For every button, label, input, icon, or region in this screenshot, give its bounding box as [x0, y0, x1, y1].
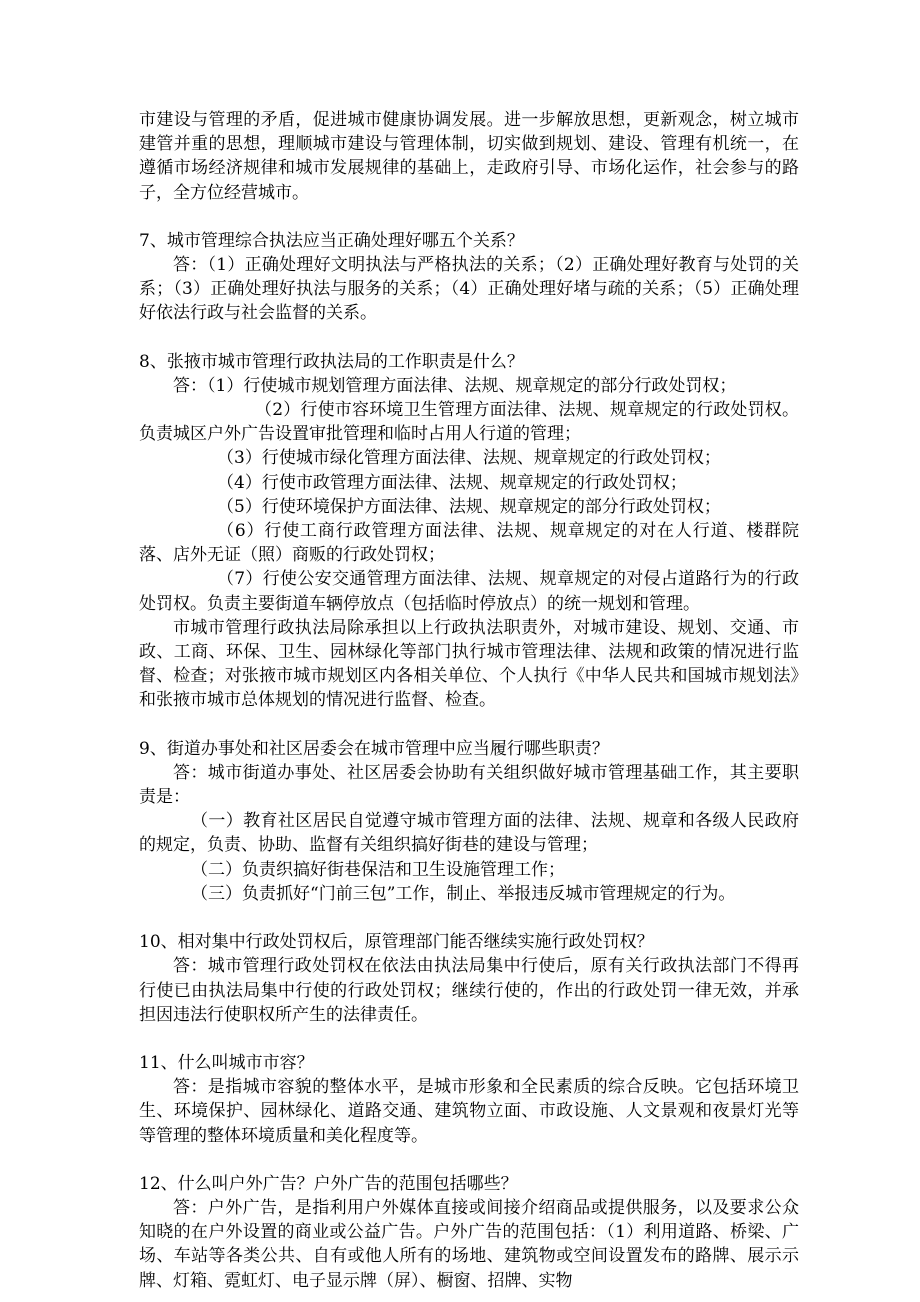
paragraph: 答：（1）行使城市规划管理方面法律、法规、规章规定的部分行政处罚权；: [173, 375, 737, 396]
paragraph: （7）行使公安交通管理方面法律、法规、规章规定的对侵占道路行为的行政处罚权。负责主要街道车辆停放点（包括临时停放点）的统一规划和管理。: [139, 569, 799, 614]
paragraph: （3）行使城市绿化管理方面法律、法规、规章规定的行政处罚权；: [217, 448, 721, 469]
paragraph: （5）行使环境保护方面法律、法规、规章规定的部分行政处罚权；: [217, 496, 721, 517]
paragraph: （4）行使市政管理方面法律、法规、规章规定的行政处罚权；: [217, 472, 687, 493]
paragraph-gap: [139, 326, 799, 350]
question-heading: 10、相对集中行政处罚权后，原管理部门能否继续实施行政处罚权？: [139, 932, 654, 953]
paragraph: 答：城市街道办事处、社区居委会协助有关组织做好城市管理基础工作，其主要职责是：: [139, 762, 799, 808]
paragraph: 答：户外广告，是指利用户外媒体直接或间接介绍商品或提供服务，以及要求公众知晓的在户外设置的商业或公益广告。户外广告的范围包括：（1）利用道路、桥梁、广场、车站等各类公共、自有或他人所有的场地、建筑物或空间设置发布的路牌、展示示牌、灯箱、霓虹灯、电子显示牌（屏）、橱窗、招牌、实物: [139, 1197, 799, 1291]
paragraph-gap: [139, 713, 799, 737]
paragraph-gap: [139, 1027, 799, 1051]
paragraph: 市城市管理行政执法局除承担以上行政执法职责外，对城市建设、规划、交通、市政、工商、环保、卫生、园林绿化等部门执行城市管理法律、法规和政策的情况进行监督、检查；对张掖市城市规划区内各相关单位、个人执行《中华人民共和国城市规划法》和张掖市城市总体规划的情况进行监督、检查。: [139, 617, 799, 711]
question-heading: 7、城市管理综合执法应当正确处理好哪五个关系？: [139, 230, 524, 251]
paragraph-gap: [139, 1148, 799, 1172]
paragraph-gap: [139, 906, 799, 930]
paragraph: 市建设与管理的矛盾，促进城市健康协调发展。进一步解放思想，更新观念，树立城市建管并重的思想，理顺城市建设与管理体制，切实做到规划、建设、管理有机统一，在遵循市场经济规律和城市发展规律的基础上，走政府引导、市场化运作，社会参与的路子，全方位经营城市。: [139, 110, 799, 203]
paragraph: 答：（1）正确处理好文明执法与严格执法的关系；（2）正确处理好教育与处罚的关系；（3）正确处理好执法与服务的关系；（4）正确处理好堵与疏的关系；（5）正确处理好依法行政与社会监督的关系。: [139, 255, 799, 324]
paragraph: （一）教育社区居民自觉遵守城市管理方面的法律、法规、规章和各级人民政府的规定，负责、协助、监督有关组织搞好街巷的建设与管理；: [139, 811, 799, 856]
paragraph: （2）行使市容环境卫生管理方面法律、法规、规章规定的行政处罚权。负责城区户外广告设置审批管理和临时占用人行道的管理；: [139, 400, 799, 445]
question-heading: 9、街道办事处和社区居委会在城市管理中应当履行哪些职责？: [139, 738, 609, 759]
paragraph: （6）行使工商行政管理方面法律、法规、规章规定的对在人行道、楼群院落、店外无证（照）商贩的行政处罚权；: [139, 521, 799, 566]
question-heading: 11、什么叫城市市容？: [139, 1052, 314, 1073]
paragraph: （三）负责抓好“门前三包”工作，制止、举报违反城市管理规定的行为。: [191, 883, 736, 904]
paragraph-gap: [139, 205, 799, 229]
paragraph: 答：是指城市容貌的整体水平，是城市形象和全民素质的综合反映。它包括环境卫生、环境保护、园林绿化、道路交通、建筑物立面、市政设施、人文景观和夜景灯光等等管理的整体环境质量和美化程度等。: [139, 1077, 799, 1146]
paragraph: （二）负责织搞好街巷保洁和卫生设施管理工作；: [191, 859, 565, 880]
question-heading: 12、什么叫户外广告？户外广告的范围包括哪些？: [139, 1173, 518, 1194]
paragraph: 答：城市管理行政处罚权在依法由执法局集中行使后，原有关行政执法部门不得再行使已由执法局集中行使的行政处罚权；继续行使的，作出的行政处罚一律无效，并承担因违法行使职权所产生的法律责任。: [139, 956, 799, 1025]
document-body: [139, 108, 799, 1293]
question-heading: 8、张掖市城市管理行政执法局的工作职责是什么？: [139, 351, 524, 372]
